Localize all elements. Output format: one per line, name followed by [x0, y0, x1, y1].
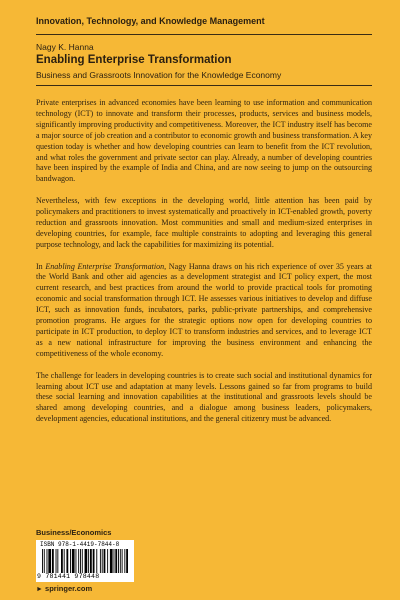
blurb-paragraph-3 [36, 262, 372, 360]
barcode-bar [120, 549, 121, 573]
barcode-bar [124, 549, 125, 573]
barcode-bar [61, 549, 63, 573]
barcode-bar [66, 549, 68, 573]
barcode-bar [100, 549, 101, 573]
barcode-bar [102, 549, 103, 573]
barcode-bar [75, 549, 76, 573]
barcode-bar [48, 549, 51, 573]
barcode-bar [72, 549, 75, 573]
arrow-icon: ► [36, 586, 43, 593]
publisher-label: springer.com [45, 584, 93, 593]
barcode-bar [93, 549, 95, 573]
barcode-bar [44, 549, 45, 573]
barcode-bar [85, 549, 88, 573]
barcode-bar [104, 549, 106, 573]
barcode-bar [42, 549, 43, 573]
blurb-paragraph-4: The challenge for leaders in developing countries is to create such social and institutional dynamics for learning about ICT use and adaptation at many levels. Lessons gained so far from programs to build these social learning and innovation capabilities at the institutional and grassroots levels should be shared among developing countries, and a dialogue among business leaders, policymakers, development agencies, educational institutions, and the general citizenry must be advanced. [36, 370, 372, 424]
blurb-paragraph-2: Nevertheless, with few exceptions in the developing world, little attention has been paid by policymakers and practitioners to invest systematically and proactively in ICT-enabled growth, poverty reduction and grassroots innovation. Most communities and small and medium-sized enterprises in developing countries, for example, face multiple constraints to adopting and leveraging this general purpose technology, and lack the capabilities for maximizing its potential. [36, 196, 372, 249]
barcode-bar [52, 549, 54, 573]
isbn-label: ISBN 978-1-4419-7844-8 [40, 541, 120, 548]
blurb [36, 98, 372, 425]
author-name: Nagy K. Hanna [36, 42, 94, 52]
book-title: Enabling Enterprise Transformation [36, 54, 232, 66]
blurb-paragraph-1: Private enterprises in advanced economies have been learning to use information and communication technology (ICT) to innovate and transform their processes, products, services and business models, significantly improving productivity and competitiveness. Moreover, the ICT industry itself has become a major source of job creation and a contributor to economic growth and business transformation. A key question today is whether and how developing countries can learn to benefit from the ICT revolution, and what roles the government and private sector can play. Already, a number of developing countries have been inspired by the example of India and China, and are now seeing to jump on the outsourcing bandwagon. [36, 98, 372, 184]
barcode-bar [56, 549, 57, 573]
category-label: Business/Economics [36, 528, 112, 537]
barcode-bar [88, 549, 89, 573]
paragraph-body: , Nagy Hanna draws on his rich experience of over 35 years at the World Bank and other aid agencies as a development strategist and ICT policy expert, the most current research, and best practices from around the world to provide practical tools for promoting economic and social transformation through ICT. He assesses various initiatives to develop and diffuse ICT, such as innovation funds, incubators, parks, public-private partnerships, and comprehensive promotion programs. He argues for the strategic options now open for developing countries to participate in ICT production, to deploy ICT to transform industries and services, and to leverage ICT as a new national infrastructure for improving the business environment and enhancing the competitiveness of the whole economy. [36, 261, 372, 358]
publisher-url [36, 584, 92, 593]
barcode-bar [78, 549, 79, 573]
barcode-bar [118, 549, 119, 573]
barcode-bar [110, 549, 113, 573]
barcode-bar [90, 549, 92, 573]
barcode-bar [107, 549, 108, 573]
header-rule [36, 85, 372, 86]
barcode-bars [42, 549, 128, 573]
book-title-italic: Enabling Enterprise Transformation [45, 261, 165, 271]
barcode-bar [96, 549, 97, 573]
series-title: Innovation, Technology, and Knowledge Management [36, 16, 265, 26]
barcode-bar [122, 549, 123, 573]
barcode-bar [115, 549, 117, 573]
barcode-bar [114, 549, 115, 573]
barcode-bar [47, 549, 48, 573]
barcode [36, 540, 134, 582]
barcode-bar [82, 549, 83, 573]
barcode-bar [70, 549, 71, 573]
barcode-bar [126, 549, 128, 573]
book-subtitle: Business and Grassroots Innovation for the Knowledge Economy [36, 70, 282, 80]
barcode-bar [64, 549, 65, 573]
paragraph-lead-in: In [36, 261, 46, 271]
barcode-bar [57, 549, 58, 573]
barcode-bar [80, 549, 81, 573]
barcode-digits: 9 781441 978448 [37, 573, 100, 580]
series-rule [36, 34, 372, 35]
